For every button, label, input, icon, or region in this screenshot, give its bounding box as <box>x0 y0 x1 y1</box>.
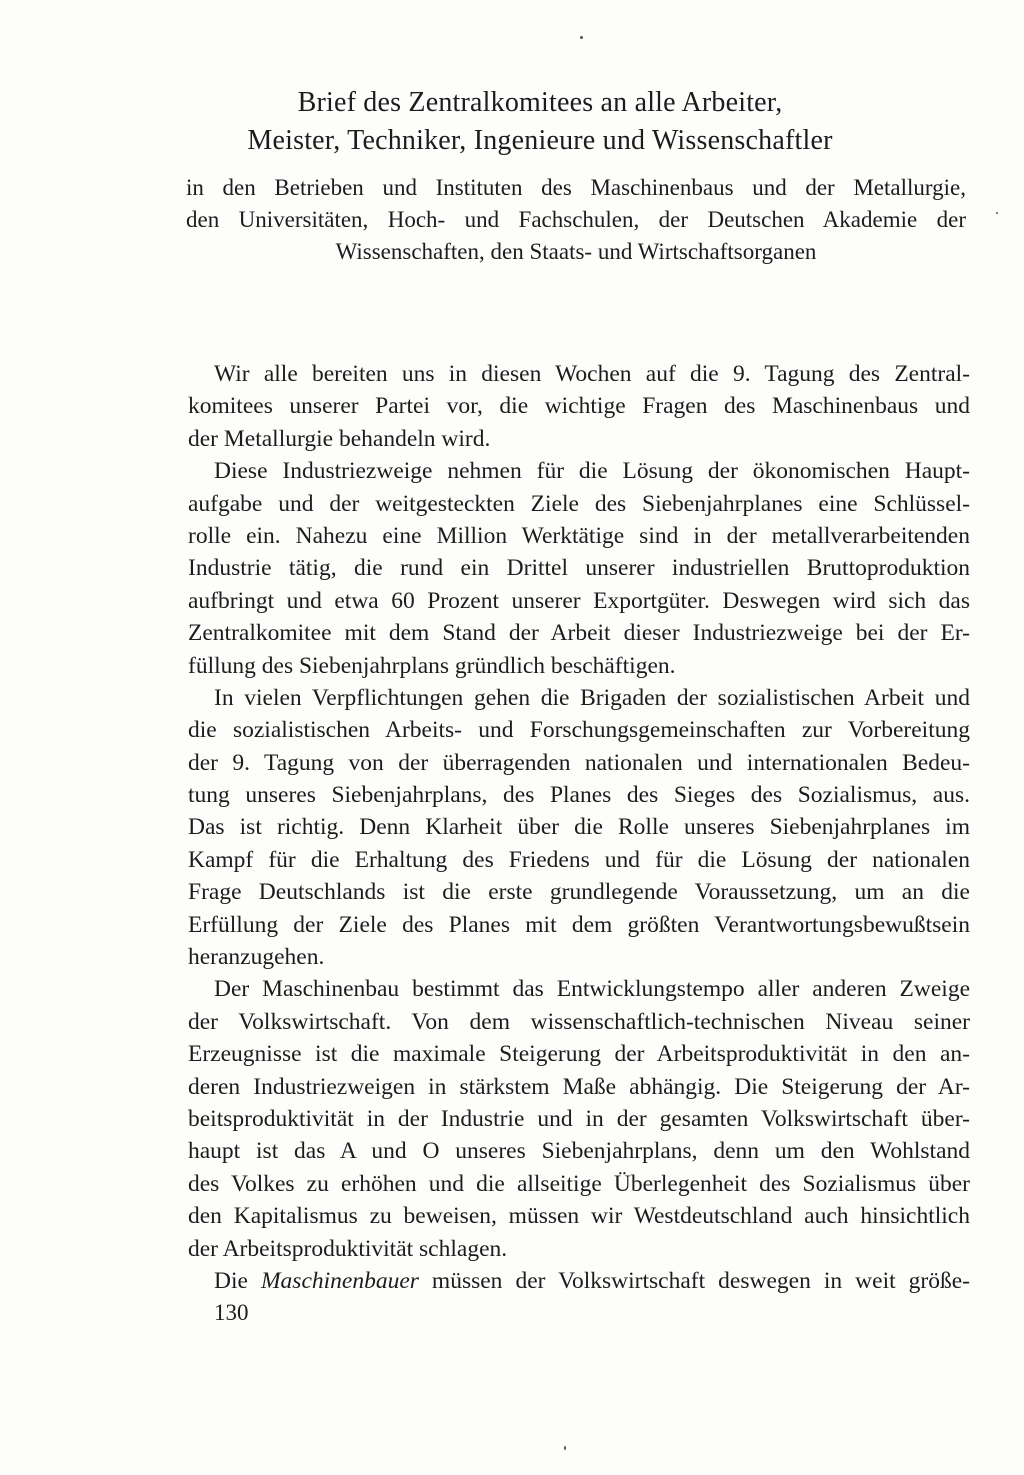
body-line: Erfüllung der Ziele des Planes mit dem größten Verantwortungsbewußtsein <box>188 911 970 938</box>
body-line: Diese Industriezweige nehmen für die Lösung der ökonomischen Haupt- <box>214 458 970 485</box>
body-line: der Arbeitsproduktivität schlagen. <box>188 1235 508 1262</box>
body-line: Das ist richtig. Denn Klarheit über die Rolle unseres Siebenjahrplanes im <box>188 814 970 841</box>
text-run: Die <box>214 1267 261 1294</box>
body-line: aufgabe und der weitgesteckten Ziele des Siebenjahrplanes eine Schlüssel- <box>188 490 970 517</box>
body-line: rolle ein. Nahezu eine Million Werktätige sind in der metallverarbeitenden <box>188 522 970 549</box>
paragraph-1 <box>188 358 970 455</box>
body-line: haupt ist das A und O unseres Siebenjahrplans, denn um den Wohlstand <box>188 1138 970 1165</box>
emphasis-text: Maschinenbauer <box>260 1267 419 1294</box>
letter-title <box>180 84 900 160</box>
body-line: der Metallurgie behandeln wird. <box>188 425 491 452</box>
body-line: tung unseres Siebenjahrplans, des Planes des Sieges des Sozialismus, aus. <box>188 782 970 809</box>
subtitle-line: Wissenschaften, den Staats- und Wirtschaftsorganen <box>335 239 817 264</box>
body-line: In vielen Verpflichtungen gehen die Brigaden der sozialistischen Arbeit und <box>214 684 970 711</box>
body-line <box>188 1265 970 1297</box>
body-line: aufbringt und etwa 60 Prozent unserer Exportgüter. Deswegen wird sich das <box>188 587 970 614</box>
print-speck <box>996 212 998 214</box>
body-line: der Volkswirtschaft. Von dem wissenschaftlich-technischen Niveau seiner <box>188 1008 970 1035</box>
body-line: komitees unserer Partei vor, die wichtige Fragen des Maschinenbaus und <box>188 393 970 420</box>
body-line: Zentralkomitee mit dem Stand der Arbeit dieser Industriezweige bei der Er- <box>188 620 970 647</box>
body-line: die sozialistischen Arbeits- und Forschungsgemeinschaften zur Vorbereitung <box>188 717 970 744</box>
body-line: heranzugehen. <box>188 944 325 971</box>
letter-body <box>188 358 970 1297</box>
body-line: Industrie tätig, die rund ein Drittel unserer industriellen Bruttoproduktion <box>188 555 970 582</box>
title-line: Meister, Techniker, Ingenieure und Wissenschaftler <box>247 125 833 156</box>
title-line: Brief des Zentralkomitees an alle Arbeiter, <box>297 87 783 118</box>
print-speck <box>564 1446 566 1450</box>
body-line: Wir alle bereiten uns in diesen Wochen auf die 9. Tagung des Zentral- <box>214 361 970 387</box>
body-line: des Volkes zu erhöhen und die allseitige Überlegenheit des Sozialismus über <box>188 1170 970 1197</box>
subtitle-line: den Universitäten, Hoch- und Fachschulen, der Deutschen Akademie der <box>186 207 966 232</box>
paragraph-4 <box>188 973 970 1265</box>
body-line: Erzeugnisse ist die maximale Steigerung der Arbeitsproduktivität in den an- <box>188 1041 970 1068</box>
body-line: Kampf für die Erhaltung des Friedens und für die Lösung der nationalen <box>188 846 970 873</box>
subtitle-line: in den Betrieben und Instituten des Maschinenbaus und der Metallurgie, <box>186 175 966 200</box>
body-line: der 9. Tagung von der überragenden nationalen und internationalen Bedeu- <box>188 749 970 776</box>
page-number: 130 <box>214 1300 249 1325</box>
body-line: den Kapitalismus zu beweisen, müssen wir Westdeutschland auch hinsichtlich <box>188 1203 970 1230</box>
body-line: füllung des Siebenjahrplans gründlich beschäftigen. <box>188 652 676 679</box>
body-line: deren Industriezweigen in stärkstem Maße abhängig. Die Steigerung der Ar- <box>188 1073 970 1100</box>
text-run: müssen der Volkswirtschaft deswegen in weit größe- <box>418 1267 970 1294</box>
body-line: Der Maschinenbau bestimmt das Entwicklungstempo aller anderen Zweige <box>214 976 970 1003</box>
print-speck <box>580 36 583 39</box>
paragraph-5 <box>188 1265 970 1297</box>
letter-addressees <box>186 172 966 268</box>
body-line: beitsproduktivität in der Industrie und in der gesamten Volkswirtschaft über- <box>188 1105 970 1132</box>
body-line: Frage Deutschlands ist die erste grundlegende Voraussetzung, um an die <box>188 879 970 906</box>
paragraph-3 <box>188 682 970 974</box>
paragraph-2 <box>188 455 970 682</box>
